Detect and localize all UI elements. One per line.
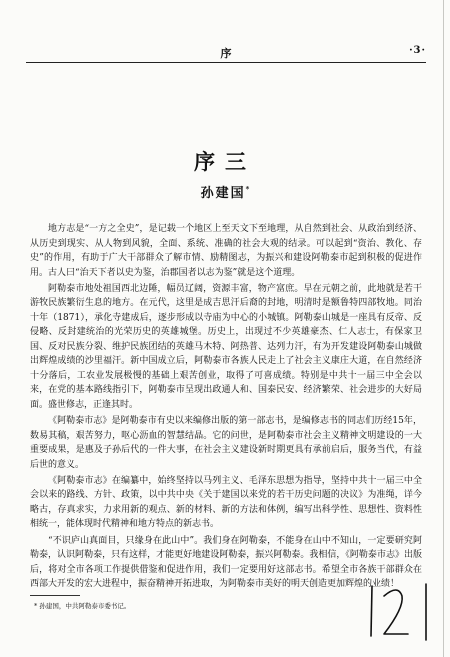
footnote: * 孙建国，中共阿勒泰市委书记。 [34, 602, 131, 610]
paragraph: “不识庐山真面目，只缘身在此山中”。我们身在阿勒泰，不能身在山中不知山，一定要研究阿勒泰，认识阿勒泰，只有这样，才能更好地建设阿勒泰，振兴阿勒泰。我相信，《阿勒泰市志》出版后，将对全市各项工作提供借鉴和促进作用，我们一定要用好这部志书。希望全市各族干部群众在西部大开发的宏大进程中，振奋精神开拓进取，为阿勒泰市美好的明天创造更加辉煌的业绩！ [30, 535, 422, 590]
paragraph: 《阿勒泰市志》是阿勒泰市有史以来编修出版的第一部志书，是编修志书的同志们历经15年，数易其稿，艰苦努力，呕心沥血的智慧结晶。它的问世，是阿勒泰市社会主义精神文明建设的一大重要成果，是惠及子孙后代的一件大事，在社会主义建设新时期更具有承前启后，服务当代，有益后世的意义。 [30, 416, 422, 470]
footnote-rule [30, 595, 80, 596]
running-head-title: 序 [220, 47, 232, 60]
body-text [30, 222, 422, 593]
page-number: ·3· [409, 45, 426, 56]
handwritten-mark [358, 582, 448, 642]
author-name: 孙建国 [200, 186, 246, 201]
author-line [0, 182, 450, 201]
paragraph: 《阿勒泰市志》在编纂中，始终坚持以马列主义、毛泽东思想为指导，坚持中共十一届三中全会以来的路线、方针、政策，以中共中央《关于建国以来党的若干历史问题的决议》为准绳，详今略古，存真求实，力求用新的观点、新的材料、新的方法和体例，编写出科学性、思想性、资料性相统一，能体现时代精神和地方特点的新志书。 [30, 475, 422, 530]
author-footnote-mark: * [245, 184, 250, 194]
paragraph: 阿勒泰市地处祖国西北边陲，幅员辽阔，资源丰富，物产富庶。早在元朝之前，此地就是若干游牧民族繁衍生息的地方。在元代，这里是成吉思汗后裔的封地，明清时是额鲁特四部牧地。同治十年（1871），承化寺建成后，逐步形成以寺庙为中心的小城镇。阿勒泰山城是一座具有反帝、反侵略、反封建统治的光荣历史的英雄城堡。历史上，出现过不少英雄豪杰、仁人志士，有保家卫国、反对民族分裂、维护民族团结的英雄马木特、阿热普、达列力汗，有为开发建设阿勒泰山城做出辉煌成绩的沙里福汗。新中国成立后，阿勒泰市各族人民走上了社会主义康庄大道，在自然经济十分落后，工农业发展极慢的基础上艰苦创业，取得了可喜成绩。特别是中共十一届三中全会以来，在党的基本路线指引下，阿勒泰市呈现出政通人和、国泰民安、经济繁荣、社会进步的大好局面。盛世修志，正逢其时。 [30, 283, 422, 410]
chapter-title: 序三 [194, 149, 256, 174]
running-head [26, 44, 426, 63]
paragraph: 地方志是“一方之全史”，是记载一个地区上至天文下至地理，从自然到社会、从政治到经济、从历史到现实、从人物到风貌，全面、系统、准确的社会大观的结录。可以起到“资治、教化、存史”的作用，有助于广大干部群众了解市情、励精图志，为振兴和建设阿勒泰市起到积极的促进作用。古人曰“治天下者以史为鉴，治郡国者以志为鉴”就是这个道理。 [30, 224, 422, 278]
page-edge [443, 0, 444, 657]
